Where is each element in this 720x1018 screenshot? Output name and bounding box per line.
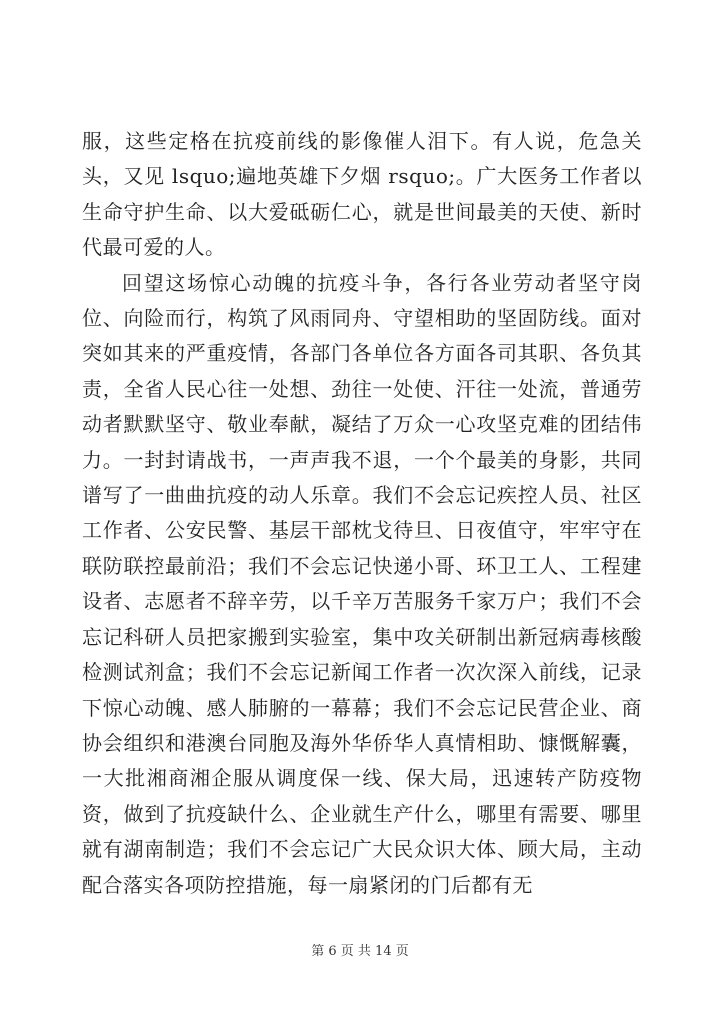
document-body xyxy=(82,124,642,903)
page-footer: 第 6 页 共 14 页 xyxy=(311,944,409,959)
paragraph: 回望这场惊心动魄的抗疫斗争，各行各业劳动者坚守岗位、向险而行，构筑了风雨同舟、守望相助的坚固防线。面对突如其来的严重疫情，各部门各单位各方面各司其职、各负其责，全省人民心往一处想、劲往一处使、汗往一处流，普通劳动者默默坚守、敬业奉献，凝结了万众一心攻坚克难的团结伟力。一封封请战书，一声声我不退，一个个最美的身影，共同谱写了一曲曲抗疫的动人乐章。我们不会忘记疾控人员、社区工作者、公安民警、基层干部枕戈待旦、日夜值守，牢牢守在联防联控最前沿；我们不会忘记快递小哥、环卫工人、工程建设者、志愿者不辞辛劳，以千辛万苦服务千家万户；我们不会忘记科研人员把家搬到实验室，集中攻关研制出新冠病毒核酸检测试剂盒；我们不会忘记新闻工作者一次次深入前线，记录下惊心动魄、感人肺腑的一幕幕；我们不会忘记民营企业、商协会组织和港澳台同胞及海外华侨华人真情相助、慷慨解囊，一大批湘商湘企服从调度保一线、保大局，迅速转产防疫物资，做到了抗疫缺什么、企业就生产什么，哪里有需要、哪里就有湖南制造；我们不会忘记广大民众识大体、顾大局，主动配合落实各项防控措施，每一扇紧闭的门后都有无 xyxy=(82,270,642,897)
paragraph-continued: 服，这些定格在抗疫前线的影像催人泪下。有人说，危急关头，又见 lsquo;遍地英雄下夕烟 rsquo;。广大医务工作者以生命守护生命、以大爱砥砺仁心，就是世间最美的天使、新时代最可爱的人。 xyxy=(82,129,642,260)
